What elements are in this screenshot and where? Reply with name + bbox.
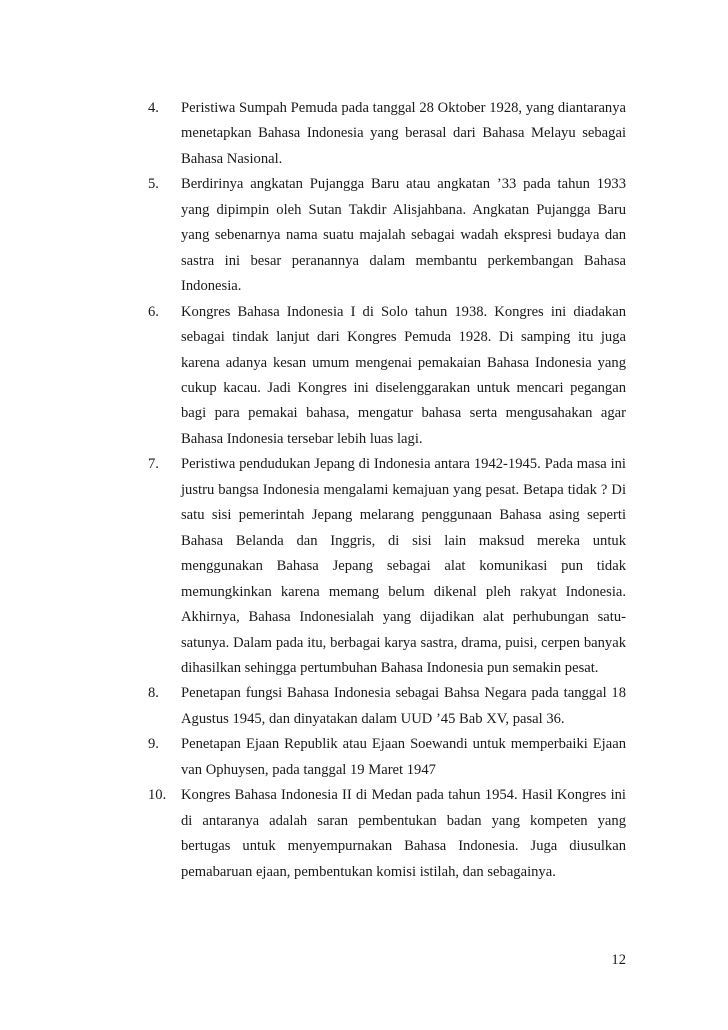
list-number: 9. — [148, 736, 159, 753]
list-number: 8. — [148, 685, 159, 702]
list-item-9 — [148, 732, 626, 783]
list-item-text: Peristiwa pendudukan Jepang di Indonesia antara 1942-1945. Pada masa ini justru bangsa Indonesia mengalami kemajuan yang pesat. Betapa tidak ? Di satu sisi pemerintah Jepang melarang penggunaan Bahasa asing seperti Bahasa Belanda dan Inggris, di sisi lain maksud mereka untuk menggunakan Bahasa Jepang sebagai alat komunikasi pun tidak memungkinkan karena memang belum dikenal pleh rakyat Indonesia. Akhirnya, Bahasa Indonesialah yang dijadikan alat perhubungan satu-satunya. Dalam pada itu, berbagai karya sastra, drama, puisi, cerpen banyak dihasilkan sehingga pertumbuhan Bahasa Indonesia pun semakin pesat. — [181, 456, 626, 676]
list-item-10 — [148, 783, 626, 885]
page-number: 12 — [611, 952, 626, 968]
list-item-text: Kongres Bahasa Indonesia II di Medan pada tahun 1954. Hasil Kongres ini di antaranya adalah saran pembentukan badan yang kompeten yang bertugas untuk menyempurnakan Bahasa Indonesia. Juga diusulkan pemabaruan ejaan, pembentukan komisi istilah, dan sebagainya. — [181, 787, 626, 880]
list-item-text: Penetapan fungsi Bahasa Indonesia sebagai Bahsa Negara pada tanggal 18 Agustus 1945, dan dinyatakan dalam UUD ’45 Bab XV, pasal 36. — [181, 685, 626, 727]
list-item-5 — [148, 172, 626, 299]
list-number: 10. — [148, 787, 167, 804]
list-item-8 — [148, 681, 626, 732]
list-number: 7. — [148, 456, 159, 473]
list-number: 5. — [148, 176, 159, 193]
list-item-6 — [148, 300, 626, 453]
list-item-text: Peristiwa Sumpah Pemuda pada tanggal 28 Oktober 1928, yang diantaranya menetapkan Bahasa Indonesia yang berasal dari Bahasa Melayu sebagai Bahasa Nasional. — [181, 100, 626, 167]
list-number: 6. — [148, 303, 159, 320]
list-item-text: Kongres Bahasa Indonesia I di Solo tahun 1938. Kongres ini diadakan sebagai tindak lanjut dari Kongres Pemuda 1928. Di samping itu juga karena adanya kesan umum mengenai pemakaian Bahasa Indonesia yang cukup kacau. Jadi Kongres ini diselenggarakan untuk mencari pegangan bagi para pemakai bahasa, mengatur bahasa serta mengusahakan agar Bahasa Indonesia tersebar lebih luas lagi. — [181, 303, 626, 447]
list-number: 4. — [148, 100, 159, 116]
list-item-7 — [148, 452, 626, 681]
list-item-text: Berdirinya angkatan Pujangga Baru atau angkatan ’33 pada tahun 1933 yang dipimpin oleh Sutan Takdir Alisjahbana. Angkatan Pujangga Baru yang sebenarnya nama suatu majalah sebagai wadah ekspresi budaya dan sastra ini besar peranannya dalam membantu perkembangan Bahasa Indonesia. — [181, 176, 626, 295]
list-item-text: Penetapan Ejaan Republik atau Ejaan Soewandi untuk memperbaiki Ejaan van Ophuysen, pada tanggal 19 Maret 1947 — [181, 736, 626, 778]
history-list — [148, 96, 626, 885]
list-item-4 — [148, 96, 626, 172]
